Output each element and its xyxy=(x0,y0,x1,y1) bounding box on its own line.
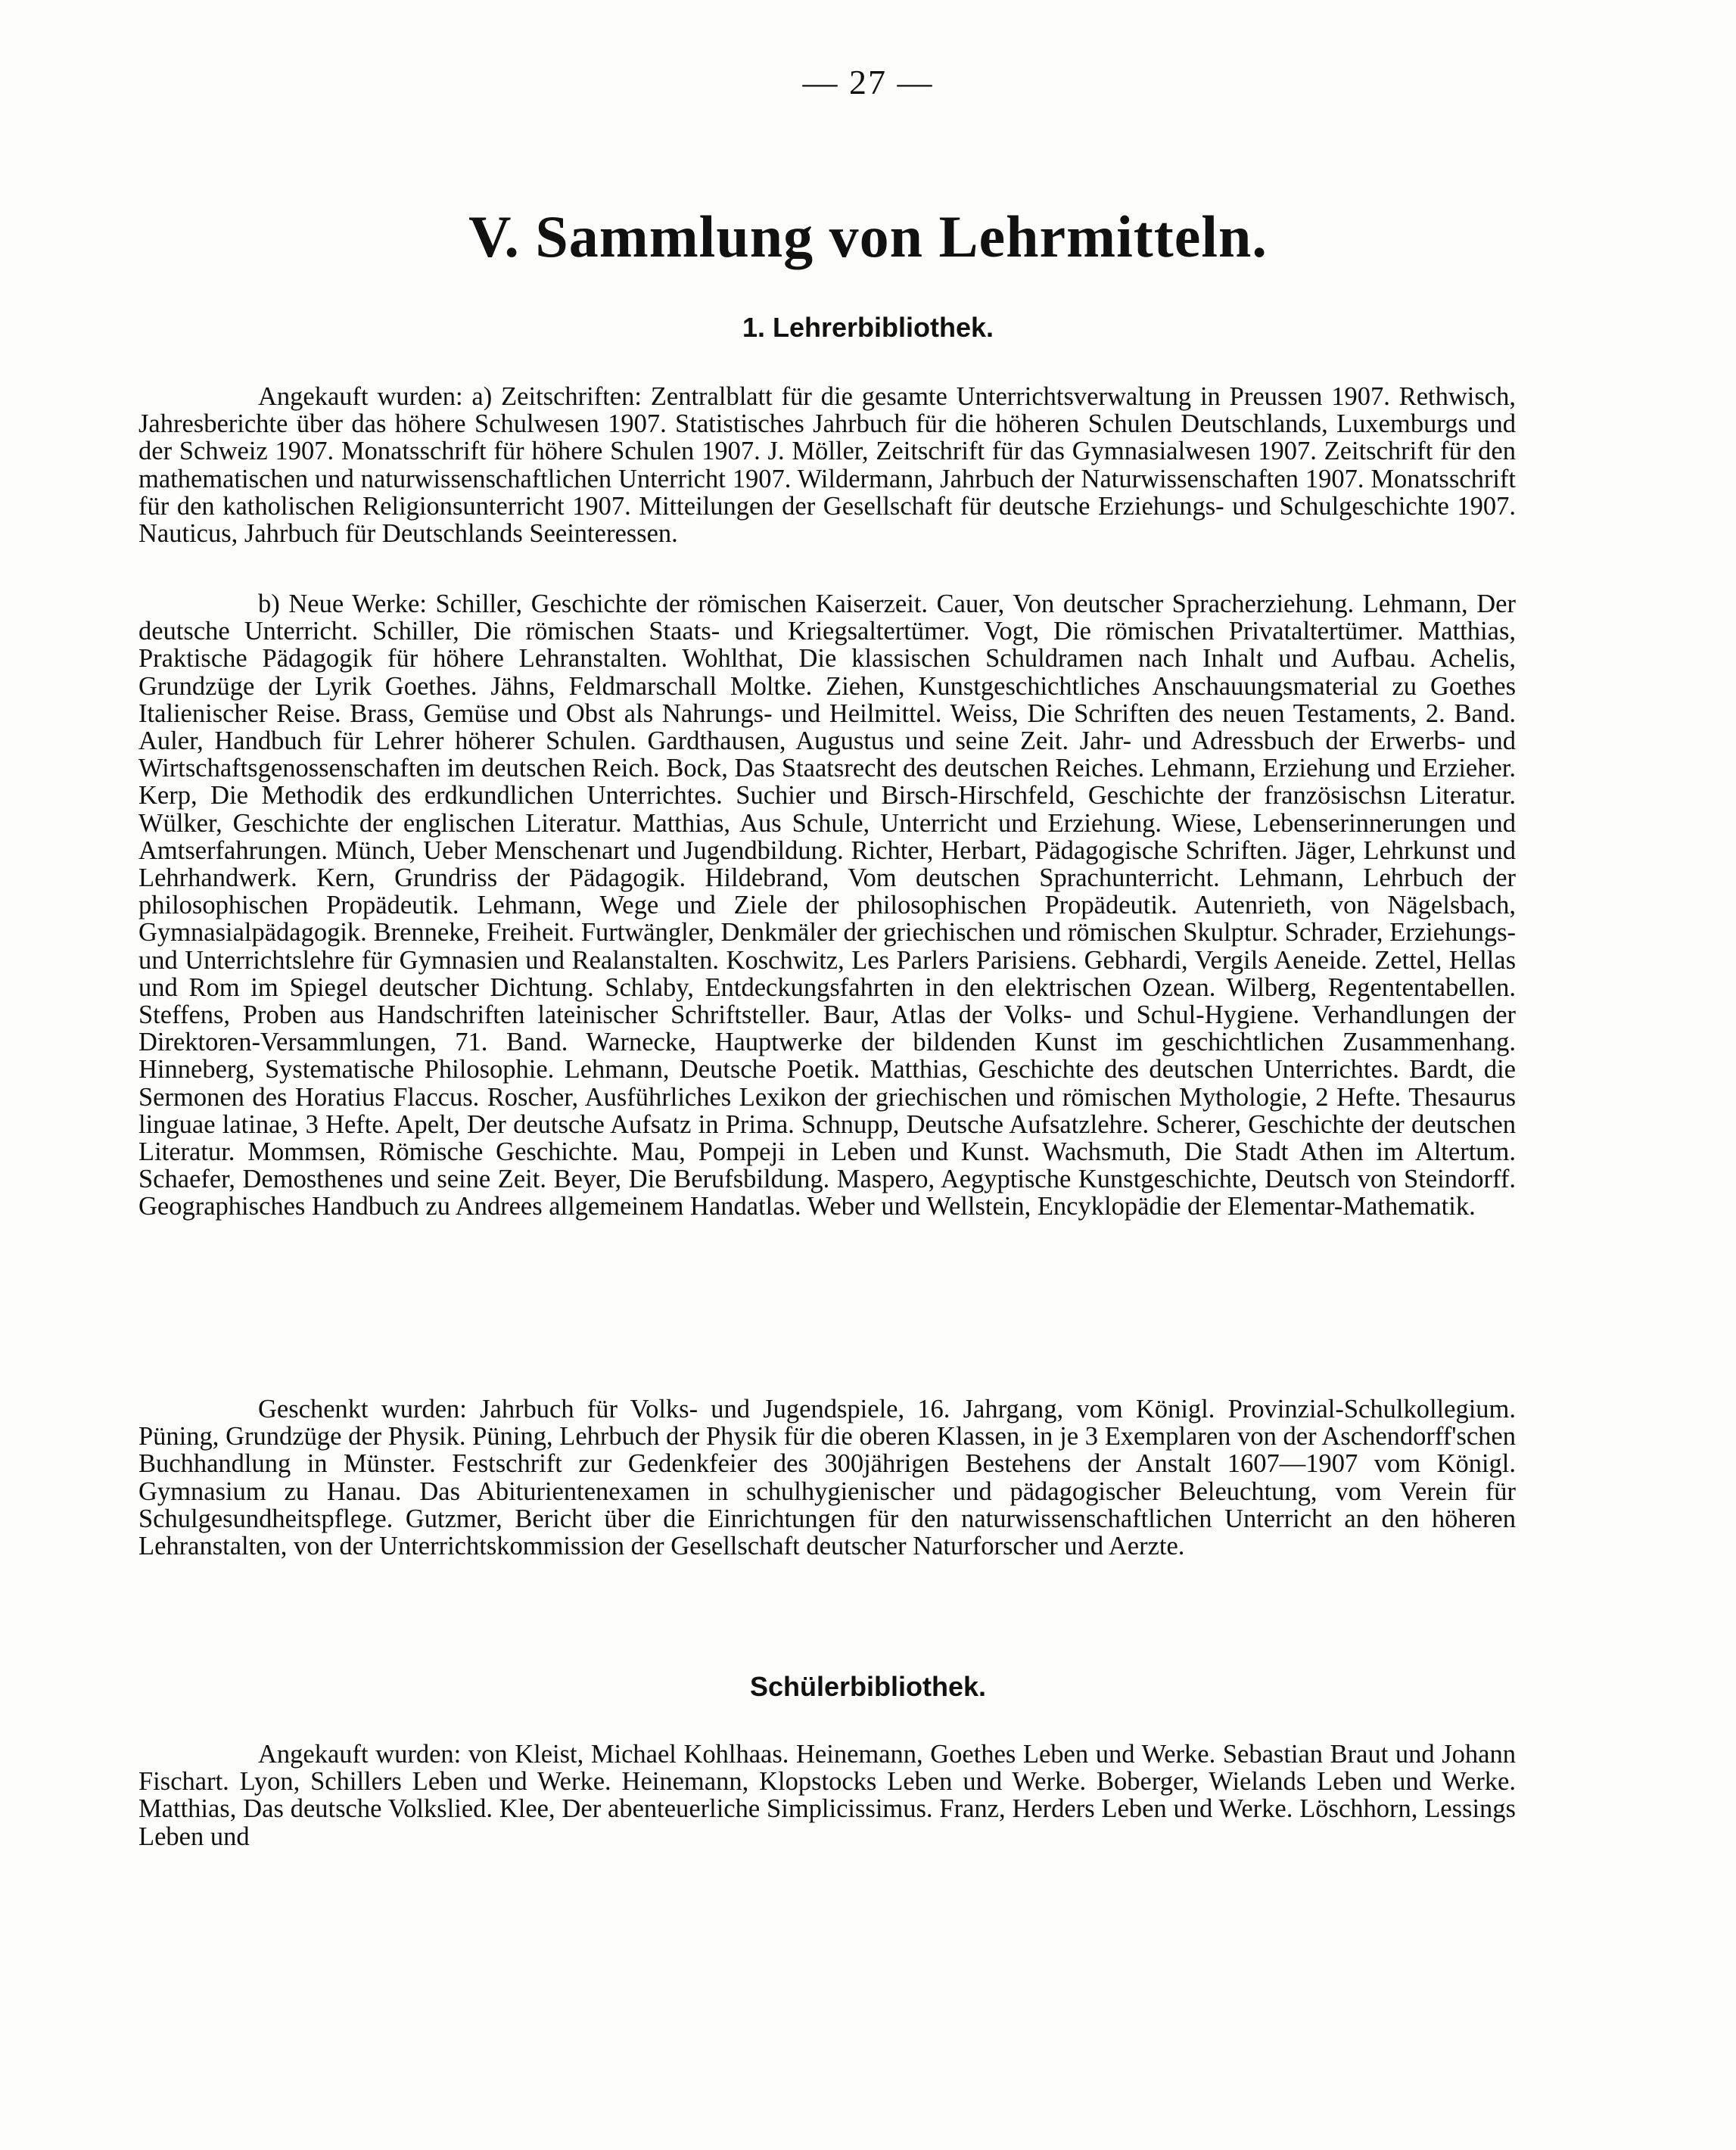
paragraph-neue-werke xyxy=(138,590,1516,1221)
paragraph-text: Geschenkt wurden: Jahrbuch für Volks- und Jugendspiele, 16. Jahrgang, vom Königl. Provinzial-Schulkollegium. Püning, Grundzüge der Physik. Püning, Lehrbuch der Physik für die oberen Klassen, in je 3 Exemplaren von der Aschendorff'schen Buchhandlung in Münster. Festschrift zur Gedenkfeier des 300jährigen Bestehens der Anstalt 1607—1907 vom Königl. Gymnasium zu Hanau. Das Abiturientenexamen in schulhygienischer und pädagogischer Beleuchtung, vom Verein für Schulgesundheitspflege. Gutzmer, Bericht über die Einrichtungen für den naturwissenschaftlichen Unterricht an den höheren Lehranstalten, von der Unterrichtskommission der Gesellschaft deutscher Naturforscher und Aerzte. xyxy=(138,1395,1516,1561)
paragraph-text: b) Neue Werke: Schiller, Geschichte der römischen Kaiserzeit. Cauer, Von deutscher Spracherziehung. Lehmann, Der deutsche Unterricht. Schiller, Die römischen Staats- und Kriegsaltertümer. Vogt, Die römischen Privataltertümer. Matthias, Praktische Pädagogik für höhere Lehranstalten. Wohlthat, Die klassischen Schuldramen nach Inhalt und Aufbau. Achelis, Grundzüge der Lyrik Goethes. Jähns, Feldmarschall Moltke. Ziehen, Kunstgeschichtliches Anschauungsmaterial zu Goethes Italienischer Reise. Brass, Gemüse und Obst als Nahrungs- und Heilmittel. Weiss, Die Schriften des neuen Testaments, 2. Band. Auler, Handbuch für Lehrer höherer Schulen. Gardthausen, Augustus und seine Zeit. Jahr- und Adressbuch der Erwerbs- und Wirtschaftsgenossenschaften im deutschen Reich. Bock, Das Staatsrecht des deutschen Reiches. Lehmann, Erziehung und Erzieher. Kerp, Die Methodik des erdkundlichen Unterrichtes. Suchier und Birsch-Hirschfeld, Geschichte der französischsn Literatur. Wülker, Geschichte der englischen Literatur. Matthias, Aus Schule, Unterricht und Erziehung. Wiese, Lebenserinnerungen und Amtserfahrungen. Münch, Ueber Menschenart und Jugendbildung. Richter, Herbart, Pädagogische Schriften. Jäger, Lehrkunst und Lehrhandwerk. Kern, Grundriss der Pädagogik. Hildebrand, Vom deutschen Sprachunterricht. Lehmann, Lehrbuch der philosophischen Propädeutik. Lehmann, Wege und Ziele der philosophischen Propädeutik. Autenrieth, von Nägelsbach, Gymnasialpädagogik. Brenneke, Freiheit. Furtwängler, Denkmäler der griechischen und römischen Skulptur. Schrader, Erziehungs- und Unterrichtslehre für Gymnasien und Realanstalten. Koschwitz, Les Parlers Parisiens. Gebhardi, Vergils Aeneide. Zettel, Hellas und Rom im Spiegel deutscher Dichtung. Schlaby, Entdeckungsfahrten in den elektrischen Ozean. Wilberg, Regententabellen. Steffens, Proben aus Handschriften lateinischer Schriftsteller. Baur, Atlas der Volks- und Schul-Hygiene. Verhandlungen der Direktoren-Versammlungen, 71. Band. Warnecke, Hauptwerke der bildenden Kunst im geschichtlichen Zusammenhang. Hinneberg, Systematische Philosophie. Lehmann, Deutsche Poetik. Matthias, Geschichte des deutschen Unterrichtes. Bardt, die Sermonen des Horatius Flaccus. Roscher, Ausführliches Lexikon der griechischen und römischen Mythologie, 2 Hefte. Thesaurus linguae latinae, 3 Hefte. Apelt, Der deutsche Aufsatz in Prima. Schnupp, Deutsche Aufsatzlehre. Scherer, Geschichte der deutschen Literatur. Mommsen, Römische Geschichte. Mau, Pompeji in Leben und Kunst. Wachsmuth, Die Stadt Athen im Altertum. Schaefer, Demosthenes und seine Zeit. Beyer, Die Berufsbildung. Maspero, Aegyptische Kunstgeschichte, Deutsch von Steindorff. Geographisches Handbuch zu Andrees allgemeinem Handatlas. Weber und Wellstein, Encyklopädie der Elementar-Mathematik. xyxy=(138,590,1516,1221)
paragraph-text: Angekauft wurden: a) Zeitschriften: Zentralblatt für die gesamte Unterrichtsverwaltung in Preussen 1907. Rethwisch, Jahresberichte über das höhere Schulwesen 1907. Statistisches Jahrbuch für die höheren Schulen Deutschlands, Luxemburgs und der Schweiz 1907. Monatsschrift für höhere Schulen 1907. J. Möller, Zeitschrift für das Gymnasialwesen 1907. Zeitschrift für den mathematischen und naturwissenschaftlichen Unterricht 1907. Wildermann, Jahrbuch der Naturwissenschaften 1907. Monatsschrift für den katholischen Religionsunterricht 1907. Mitteilungen der Gesellschaft für deutsche Erziehungs- und Schulgeschichte 1907. Nauticus, Jahrbuch für Deutschlands Seeinteressen. xyxy=(138,382,1516,549)
paragraph-text: Angekauft wurden: von Kleist, Michael Kohlhaas. Heinemann, Goethes Leben und Werke. Sebastian Braut und Johann Fischart. Lyon, Schillers Leben und Werke. Heinemann, Klopstocks Leben und Werke. Boberger, Wielands Leben und Werke. Matthias, Das deutsche Volkslied. Klee, Der abenteuerliche Simplicissimus. Franz, Herders Leben und Werke. Löschhorn, Lessings Leben und xyxy=(138,1740,1516,1851)
paragraph-zeitschriften xyxy=(138,383,1516,547)
page-number: — 27 — xyxy=(802,63,934,101)
section-title-schuelerbibliothek: Schülerbibliothek. xyxy=(749,1671,987,1702)
paragraph-schueler-angekauft xyxy=(138,1741,1516,1850)
section-title-lehrerbibliothek: 1. Lehrerbibliothek. xyxy=(742,312,994,343)
chapter-title: V. Sammlung von Lehrmitteln. xyxy=(468,204,1268,269)
paragraph-geschenkt xyxy=(138,1395,1516,1560)
